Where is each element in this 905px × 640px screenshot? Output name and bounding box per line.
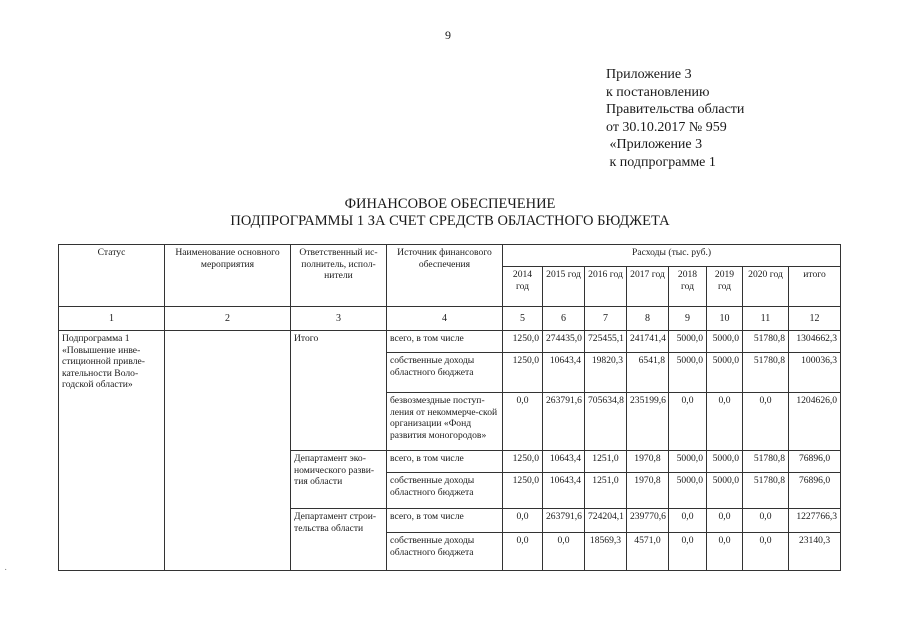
- value-cell: 274435,0: [543, 331, 585, 353]
- scan-mark: ˙: [4, 568, 8, 579]
- value-cell: 239770,6: [627, 509, 669, 533]
- value-cell: 0,0: [707, 509, 743, 533]
- source-cell: собственные доходы областного бюджета: [387, 473, 503, 509]
- status-cell: Подпрограмма 1 «Повышение инве-стиционной привле-кательности Воло-годской области»: [59, 331, 165, 571]
- source-cell: собственные доходы областного бюджета: [387, 353, 503, 393]
- executor-cell: Департамент строи-тельства области: [291, 509, 387, 571]
- value-cell: 1970,8: [627, 451, 669, 473]
- appendix-line: от 30.10.2017 № 959: [606, 119, 727, 135]
- value-cell: 0,0: [503, 509, 543, 533]
- source-cell: всего, в том числе: [387, 331, 503, 353]
- header-source: Источник финансового обеспечения: [387, 245, 503, 307]
- header-expenses: Расходы (тыс. руб.): [503, 245, 841, 267]
- column-number: 11: [743, 307, 789, 331]
- value-cell: 4571,0: [627, 533, 669, 571]
- column-number: 5: [503, 307, 543, 331]
- total-cell: 76896,0: [789, 473, 841, 509]
- column-number: 9: [669, 307, 707, 331]
- value-cell: 241741,4: [627, 331, 669, 353]
- value-cell: 51780,8: [743, 451, 789, 473]
- value-cell: 235199,6: [627, 393, 669, 451]
- value-cell: 0,0: [743, 509, 789, 533]
- value-cell: 1250,0: [503, 331, 543, 353]
- value-cell: 5000,0: [669, 331, 707, 353]
- value-cell: 1251,0: [585, 473, 627, 509]
- appendix-line: к постановлению: [606, 84, 710, 100]
- value-cell: 0,0: [503, 533, 543, 571]
- value-cell: 0,0: [743, 393, 789, 451]
- title-line-2: ПОДПРОГРАММЫ 1 ЗА СЧЕТ СРЕДСТВ ОБЛАСТНОГО БЮДЖЕТА: [230, 213, 670, 229]
- value-cell: 724204,1: [585, 509, 627, 533]
- value-cell: 0,0: [707, 533, 743, 571]
- column-number: 1: [59, 307, 165, 331]
- appendix-line: Правительства области: [606, 102, 745, 117]
- column-number: 7: [585, 307, 627, 331]
- appendix-line: «Приложение 3: [606, 137, 703, 152]
- value-cell: 0,0: [503, 393, 543, 451]
- source-cell: всего, в том числе: [387, 509, 503, 533]
- executor-cell: Итого: [291, 331, 387, 451]
- value-cell: 10643,4: [543, 473, 585, 509]
- value-cell: 0,0: [669, 533, 707, 571]
- value-cell: 263791,6: [543, 393, 585, 451]
- value-cell: 705634,8: [585, 393, 627, 451]
- appendix-note: [606, 66, 744, 171]
- value-cell: 1251,0: [585, 451, 627, 473]
- column-number: 4: [387, 307, 503, 331]
- page-number: 9: [445, 28, 451, 42]
- appendix-line: Приложение 3: [606, 67, 692, 82]
- header-year: 2017 год: [627, 267, 669, 307]
- value-cell: 5000,0: [669, 353, 707, 393]
- executor-cell: Департамент эко-номического разви-тия области: [291, 451, 387, 509]
- value-cell: 10643,4: [543, 451, 585, 473]
- header-year: 2015 год: [543, 267, 585, 307]
- value-cell: 18569,3: [585, 533, 627, 571]
- header-year: 2018 год: [669, 267, 707, 307]
- value-cell: 51780,8: [743, 473, 789, 509]
- value-cell: 51780,8: [743, 331, 789, 353]
- value-cell: 5000,0: [707, 451, 743, 473]
- value-cell: 1250,0: [503, 451, 543, 473]
- finance-table: [58, 244, 841, 571]
- value-cell: 0,0: [743, 533, 789, 571]
- total-cell: 100036,3: [789, 353, 841, 393]
- total-cell: 1304662,3: [789, 331, 841, 353]
- title-line-1: ФИНАНСОВОЕ ОБЕСПЕЧЕНИЕ: [344, 196, 556, 212]
- value-cell: 1250,0: [503, 473, 543, 509]
- measure-name-cell: [165, 331, 291, 571]
- header-name: Наименование основного мероприятия: [165, 245, 291, 307]
- value-cell: 51780,8: [743, 353, 789, 393]
- source-cell: безвозмездные поступ-ления от некоммерче-ской организации «Фонд развития моногородов»: [387, 393, 503, 451]
- header-status: Статус: [59, 245, 165, 307]
- column-number: 8: [627, 307, 669, 331]
- column-number: 10: [707, 307, 743, 331]
- header-executor: Ответственный ис-полнитель, испол-нители: [291, 245, 387, 307]
- header-total: итого: [789, 267, 841, 307]
- total-cell: 23140,3: [789, 533, 841, 571]
- total-cell: 76896,0: [789, 451, 841, 473]
- value-cell: 5000,0: [669, 451, 707, 473]
- column-number: 6: [543, 307, 585, 331]
- header-year: 2016 год: [585, 267, 627, 307]
- total-cell: 1227766,3: [789, 509, 841, 533]
- value-cell: 19820,3: [585, 353, 627, 393]
- value-cell: 6541,8: [627, 353, 669, 393]
- column-number: 2: [165, 307, 291, 331]
- value-cell: 1970,8: [627, 473, 669, 509]
- header-year: 2019 год: [707, 267, 743, 307]
- value-cell: 5000,0: [707, 353, 743, 393]
- value-cell: 0,0: [669, 393, 707, 451]
- value-cell: 5000,0: [669, 473, 707, 509]
- total-cell: 1204626,0: [789, 393, 841, 451]
- appendix-line: к подпрограмме 1: [606, 154, 716, 170]
- source-cell: всего, в том числе: [387, 451, 503, 473]
- value-cell: 725455,1: [585, 331, 627, 353]
- column-number: 3: [291, 307, 387, 331]
- value-cell: 5000,0: [707, 473, 743, 509]
- source-cell: собственные доходы областного бюджета: [387, 533, 503, 571]
- value-cell: 0,0: [543, 533, 585, 571]
- column-number: 12: [789, 307, 841, 331]
- value-cell: 0,0: [707, 393, 743, 451]
- document-title: [150, 196, 750, 230]
- value-cell: 1250,0: [503, 353, 543, 393]
- header-year: 2014 год: [503, 267, 543, 307]
- value-cell: 263791,6: [543, 509, 585, 533]
- value-cell: 10643,4: [543, 353, 585, 393]
- value-cell: 0,0: [669, 509, 707, 533]
- value-cell: 5000,0: [707, 331, 743, 353]
- header-year: 2020 год: [743, 267, 789, 307]
